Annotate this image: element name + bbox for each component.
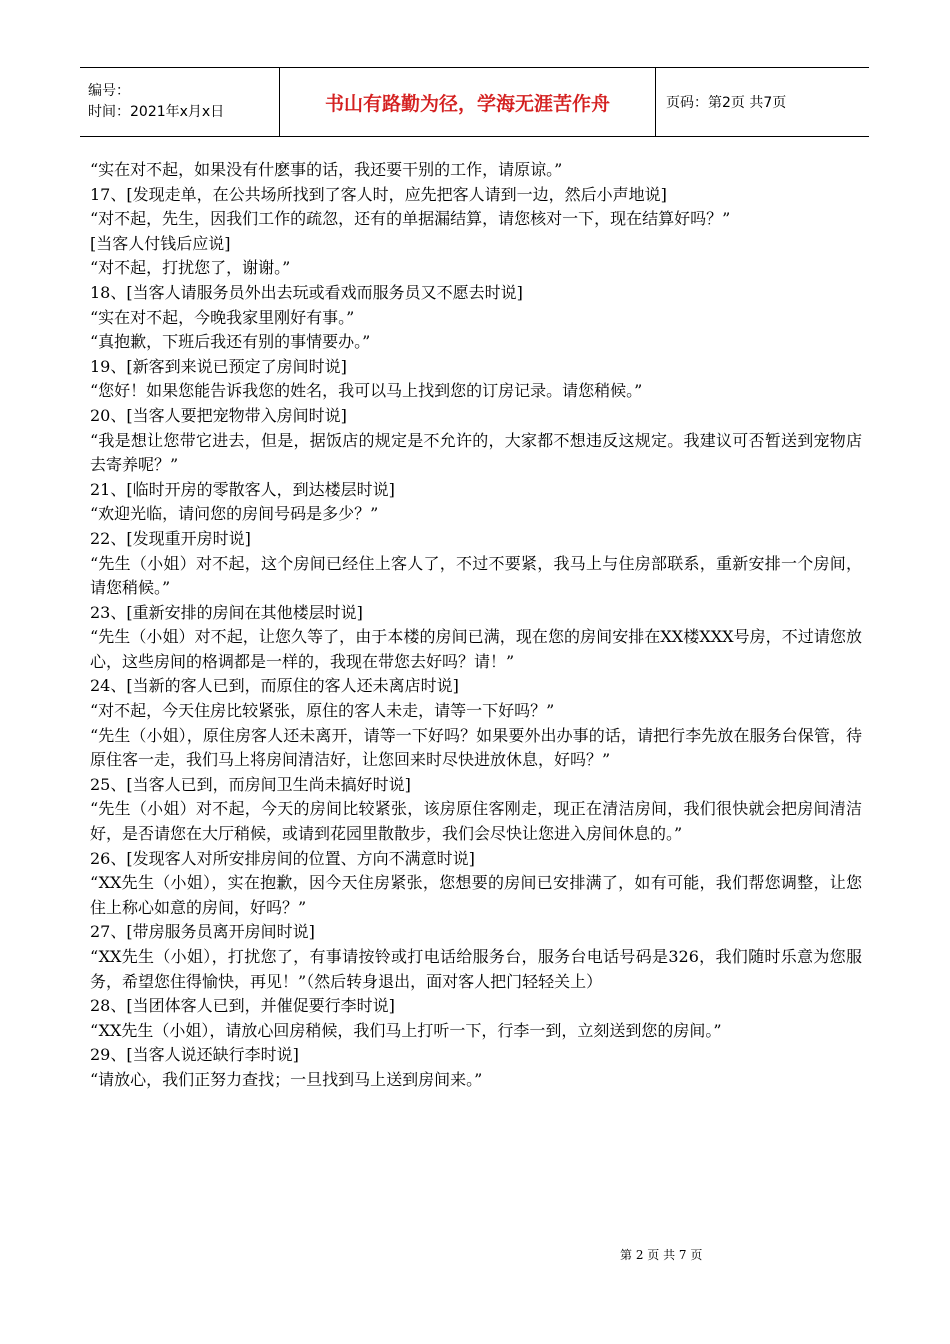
paragraph: “我是想让您带它进去，但是，据饭店的规定是不允许的，大家都不想违反这规定。我建议可否暂送到宠物店去寄养呢？”: [90, 430, 862, 475]
paragraph: [当客人付钱后应说]: [90, 233, 231, 253]
page-footer: 第 2 页 共 7 页: [620, 1248, 703, 1262]
document-number-label: 编号：: [88, 83, 130, 99]
paragraph: 20、[当客人要把宠物带入房间时说]: [90, 405, 347, 425]
header-meta: [80, 68, 279, 136]
paragraph: 28、[当团体客人已到，并催促要行李时说]: [90, 996, 395, 1016]
paragraph: “先生（小姐）对不起，这个房间已经住上客人了，不过不要紧，我马上与住房部联系，重新安排一个房间，请您稍候。”: [90, 553, 862, 598]
paragraph: 24、[当新的客人已到，而原住的客人还未离店时说]: [90, 676, 459, 696]
paragraph: “欢迎光临，请问您的房间号码是多少？”: [90, 504, 379, 524]
header-motto: 书山有路勤为径，学海无涯苦作舟: [279, 68, 656, 136]
paragraph: “对不起，打扰您了，谢谢。”: [90, 258, 291, 278]
paragraph: “先生（小姐）对不起，让您久等了，由于本楼的房间已满，现在您的房间安排在XX楼XXX号房，不过请您放心，这些房间的格调都是一样的，我现在带您去好吗？请！”: [90, 627, 862, 671]
document-time-label: 时间：2021年x月x日: [88, 104, 225, 120]
paragraph: “XX先生（小姐），请放心回房稍候，我们马上打听一下，行李一到，立刻送到您的房间。”: [90, 1020, 722, 1040]
header-page-number: 页码：第2页 共7页: [666, 95, 787, 111]
paragraph: “真抱歉，下班后我还有别的事情要办。”: [90, 332, 371, 352]
paragraph: 25、[当客人已到，而房间卫生尚未搞好时说]: [90, 774, 411, 794]
paragraph: “先生（小姐）对不起，今天的房间比较紧张，该房原住客刚走，现正在清洁房间，我们很快就会把房间清洁好，是否请您在大厅稍候，或请到花园里散散步，我们会尽快让您进入房间休息的。”: [90, 799, 862, 844]
paragraph: 18、[当客人请服务员外出去玩或看戏而服务员又不愿去时说]: [90, 282, 523, 302]
paragraph: 23、[重新安排的房间在其他楼层时说]: [90, 602, 363, 622]
paragraph: “XX先生（小姐），打扰您了，有事请按铃或打电话给服务台，服务台电话号码是326，我们随时乐意为您服务，希望您住得愉快，再见！”（然后转身退出，面对客人把门轻轻关上）: [90, 947, 862, 991]
paragraph: 17、[发现走单，在公共场所找到了客人时，应先把客人请到一边，然后小声地说]: [90, 184, 667, 204]
paragraph: “实在对不起，如果没有什麽事的话，我还要干别的工作，请原谅。”: [90, 160, 563, 179]
paragraph: 27、[带房服务员离开房间时说]: [90, 922, 315, 942]
paragraph: 22、[发现重开房时说]: [90, 528, 251, 548]
paragraph: “XX先生（小姐），实在抱歉，因今天住房紧张，您想要的房间已安排满了，如有可能，我们帮您调整，让您住上称心如意的房间，好吗？”: [90, 873, 862, 917]
document-body: [90, 158, 862, 1093]
paragraph: “您好！如果您能告诉我您的姓名，我可以马上找到您的订房记录。请您稍候。”: [90, 381, 643, 401]
paragraph: 29、[当客人说还缺行李时说]: [90, 1045, 299, 1065]
paragraph: “对不起，先生，因我们工作的疏忽，还有的单据漏结算，请您核对一下，现在结算好吗？”: [90, 209, 731, 229]
paragraph: “请放心，我们正努力查找；一旦找到马上送到房间来。”: [90, 1069, 483, 1089]
paragraph: 19、[新客到来说已预定了房间时说]: [90, 356, 347, 376]
paragraph: “先生（小姐），原住房客人还未离开，请等一下好吗？如果要外出办事的话，请把行李先放在服务台保管，待原住客一走，我们马上将房间清洁好，让您回来时尽快进放休息，好吗？”: [90, 725, 862, 770]
paragraph: 26、[发现客人对所安排房间的位置、方向不满意时说]: [90, 848, 475, 868]
page-header: [80, 67, 869, 137]
paragraph: “实在对不起，今晚我家里刚好有事。”: [90, 307, 355, 327]
paragraph: 21、[临时开房的零散客人，到达楼层时说]: [90, 479, 395, 499]
paragraph: “对不起，今天住房比较紧张，原住的客人未走，请等一下好吗？”: [90, 701, 555, 721]
